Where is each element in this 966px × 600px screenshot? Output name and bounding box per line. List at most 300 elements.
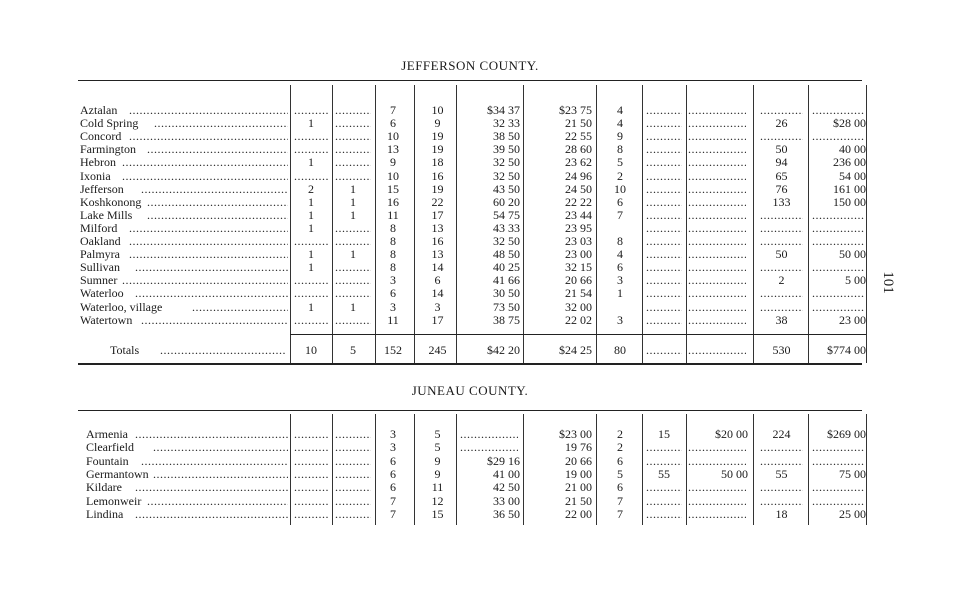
table-cell-c2: 1	[350, 208, 356, 222]
empty-cell-dots	[688, 130, 746, 143]
table-cell-c7: 1	[617, 286, 623, 300]
empty-cell-dots	[646, 274, 682, 287]
empty-cell-dots	[460, 441, 518, 454]
table-cell-c4: 11	[431, 480, 444, 494]
empty-cell-dots	[760, 222, 803, 235]
leader-dots	[160, 344, 286, 357]
column-rule	[686, 85, 687, 363]
empty-cell-dots	[688, 301, 746, 314]
empty-cell-dots	[335, 508, 371, 521]
empty-cell-dots	[812, 222, 864, 235]
table-cell-c7: 10	[614, 182, 626, 196]
town-name: Cold Spring	[80, 116, 139, 130]
table-cell-c10: 50	[775, 247, 788, 261]
table-cell-c6: $23 75	[559, 103, 592, 117]
empty-cell-dots	[294, 455, 328, 468]
table-cell-c4: 19	[431, 182, 444, 196]
empty-cell-dots	[760, 287, 803, 300]
table-cell-c3: 11	[387, 313, 399, 327]
town-name: Oakland	[80, 234, 121, 248]
table-cell-c3: 3	[390, 440, 396, 454]
empty-cell-dots	[335, 261, 371, 274]
leader-dots	[147, 209, 288, 222]
table-cell-c6: 22 55	[565, 129, 592, 143]
table-cell-c5: 36 50	[493, 507, 520, 521]
leader-dots	[147, 495, 288, 508]
leader-dots	[141, 314, 288, 327]
column-rule	[596, 414, 597, 525]
town-name: Armenia	[86, 427, 128, 441]
table-cell-c10: 76	[775, 182, 788, 196]
table-cell-c4: 22	[431, 195, 444, 209]
table-cell-c5: 54 75	[493, 208, 520, 222]
column-rule	[753, 414, 754, 525]
table-cell-c3: 15	[387, 182, 399, 196]
table-cell-c3: 3	[390, 273, 396, 287]
table-cell-c11: 5 00	[845, 273, 866, 287]
empty-cell-dots	[646, 209, 682, 222]
leader-dots	[129, 130, 288, 143]
leader-dots	[129, 104, 288, 117]
table-cell-c5: 39 50	[493, 142, 520, 156]
table-cell-c10: 224	[772, 427, 791, 441]
empty-cell-dots	[688, 209, 746, 222]
table-cell-c5: 48 50	[493, 247, 520, 261]
leader-dots	[147, 196, 288, 209]
table-cell-c3: 6	[390, 467, 396, 481]
empty-cell-dots	[760, 481, 803, 494]
table-cell-c7: 6	[617, 454, 623, 468]
table-cell-c2: 1	[350, 195, 356, 209]
empty-cell-dots	[646, 344, 682, 357]
table-cell-c11: 50 00	[839, 247, 866, 261]
leader-dots	[122, 170, 288, 183]
table-cell-c4: 5	[434, 440, 441, 454]
table-cell-c4: 18	[431, 155, 444, 169]
empty-cell-dots	[760, 441, 803, 454]
empty-cell-dots	[335, 117, 371, 130]
empty-cell-dots	[688, 261, 746, 274]
town-name: Sumner	[80, 273, 118, 287]
column-rule	[414, 85, 415, 363]
table-cell-c4: 16	[431, 169, 444, 183]
table-cell-c1: 1	[308, 155, 314, 169]
empty-cell-dots	[335, 495, 371, 508]
table-cell-c5: 38 75	[493, 313, 520, 327]
leader-dots	[129, 248, 288, 261]
table-cell-c6: 21 00	[565, 480, 592, 494]
table-cell-c10: 133	[772, 195, 791, 209]
table-cell-c6: 32 00	[565, 300, 592, 314]
town-name: Waterloo, village	[80, 300, 163, 314]
column-rule	[290, 85, 291, 363]
table-cell-c1: 2	[308, 182, 314, 196]
town-name: Watertown	[80, 313, 133, 327]
empty-cell-dots	[294, 468, 328, 481]
table-cell-c3: 8	[390, 247, 396, 261]
table-cell-c1: 1	[308, 247, 314, 261]
empty-cell-dots	[335, 455, 371, 468]
empty-cell-dots	[688, 481, 746, 494]
empty-cell-dots	[646, 481, 682, 494]
empty-cell-dots	[646, 508, 682, 521]
empty-cell-dots	[335, 156, 371, 169]
table-cell-c6: $23 00	[559, 427, 592, 441]
leader-dots	[153, 441, 288, 454]
table-cell-c5: 32 50	[493, 169, 520, 183]
column-rule	[866, 85, 867, 363]
column-rule	[753, 85, 754, 363]
column-rule	[808, 414, 809, 525]
empty-cell-dots	[688, 287, 746, 300]
leader-dots	[135, 261, 288, 274]
table-cell-c1: 1	[308, 116, 314, 130]
empty-cell-dots	[646, 104, 682, 117]
empty-cell-dots	[294, 508, 328, 521]
table-cell-c7: 4	[617, 247, 623, 261]
table-cell-c5: 33 00	[493, 494, 520, 508]
town-name: Ixonia	[80, 169, 111, 183]
leader-dots	[141, 455, 288, 468]
empty-cell-dots	[760, 209, 803, 222]
table-cell-c1: 1	[308, 208, 314, 222]
table-cell-c10: 2	[778, 273, 785, 287]
column-rule	[642, 85, 643, 363]
table-cell-c6: 23 62	[565, 155, 592, 169]
town-name: Hebron	[80, 155, 116, 169]
table-cell-c6: 22 22	[565, 195, 592, 209]
column-rule	[375, 414, 376, 525]
table-cell-c4: 13	[431, 247, 444, 261]
table-cell-c11: $28 00	[833, 116, 866, 130]
empty-cell-dots	[294, 428, 328, 441]
table-cell-c3: 10	[387, 129, 399, 143]
column-rule	[523, 85, 524, 363]
table-cell-c7: 5	[617, 467, 623, 481]
table-cell-c4: 17	[431, 208, 444, 222]
empty-cell-dots	[688, 156, 746, 169]
table-cell-c8: 55	[658, 467, 670, 481]
table-cell-c5: 41 00	[493, 467, 520, 481]
table-cell-c2: 1	[350, 182, 356, 196]
table-cell-c6: 24 50	[565, 182, 592, 196]
totals-label: Totals	[110, 343, 140, 357]
table-cell-c5: 60 20	[493, 195, 520, 209]
table-cell-c7: 3	[617, 273, 623, 287]
empty-cell-dots	[646, 117, 682, 130]
table-cell-c5: 32 33	[493, 116, 520, 130]
empty-cell-dots	[294, 441, 328, 454]
table-cell-c10: 26	[775, 116, 788, 130]
table-cell-c10: 65	[775, 169, 788, 183]
table-cell-c4: 16	[431, 234, 444, 248]
empty-cell-dots	[646, 248, 682, 261]
table-cell-c6: 24 96	[565, 169, 592, 183]
table-cell-c6: 19 00	[565, 467, 592, 481]
town-name: Kildare	[86, 480, 122, 494]
table-cell-c11: $269 00	[827, 427, 866, 441]
leader-dots	[141, 183, 288, 196]
totals-cell-c7: 80	[614, 343, 626, 357]
table-cell-c7: 6	[617, 195, 623, 209]
table-cell-c4: 9	[434, 116, 441, 130]
empty-cell-dots	[294, 495, 328, 508]
empty-cell-dots	[688, 235, 746, 248]
leader-dots	[129, 222, 288, 235]
table-cell-c6: 23 95	[565, 221, 592, 235]
table-cell-c5: 32 50	[493, 234, 520, 248]
table-cell-c11: 54 00	[839, 169, 866, 183]
table-cell-c3: 6	[390, 116, 396, 130]
empty-cell-dots	[646, 261, 682, 274]
table-cell-c6: 22 00	[565, 507, 592, 521]
table-cell-c6: 28 60	[565, 142, 592, 156]
empty-cell-dots	[688, 508, 746, 521]
column-rule	[642, 414, 643, 525]
town-name: Aztalan	[80, 103, 118, 117]
empty-cell-dots	[335, 481, 371, 494]
table-cell-c10: 94	[775, 155, 788, 169]
table-cell-c3: 16	[387, 195, 399, 209]
table-cell-c4: 14	[431, 260, 444, 274]
table-cell-c3: 7	[390, 507, 396, 521]
table-cell-c6: 23 44	[565, 208, 592, 222]
empty-cell-dots	[335, 274, 371, 287]
column-rule	[808, 85, 809, 363]
section-title: JEFFERSON COUNTY.	[401, 58, 539, 73]
empty-cell-dots	[688, 344, 746, 357]
table-bottom-rule	[78, 363, 862, 365]
table-cell-c10: 38	[775, 313, 788, 327]
empty-cell-dots	[335, 104, 371, 117]
table-cell-c7: 4	[617, 103, 623, 117]
table-cell-c4: 15	[431, 507, 444, 521]
table-cell-c7: 3	[617, 313, 623, 327]
empty-cell-dots	[812, 441, 864, 454]
table-cell-c6: 20 66	[565, 454, 592, 468]
column-rule	[866, 414, 867, 525]
empty-cell-dots	[688, 183, 746, 196]
empty-cell-dots	[335, 428, 371, 441]
empty-cell-dots	[688, 170, 746, 183]
empty-cell-dots	[646, 156, 682, 169]
table-cell-c4: 5	[434, 427, 441, 441]
table-cell-c4: 10	[431, 103, 444, 117]
town-name: Fountain	[86, 454, 129, 468]
table-cell-c4: 19	[431, 129, 444, 143]
column-rule	[456, 414, 457, 525]
table-cell-c5: 30 50	[493, 286, 520, 300]
table-cell-c11: 23 00	[839, 313, 866, 327]
table-cell-c7: 4	[617, 116, 623, 130]
table-cell-c7: 2	[617, 440, 623, 454]
table-cell-c3: 6	[390, 480, 396, 494]
town-name: Lake Mills	[80, 208, 133, 222]
empty-cell-dots	[335, 287, 371, 300]
empty-cell-dots	[294, 274, 328, 287]
totals-cell-c2: 5	[350, 343, 356, 357]
page-number: 101	[879, 271, 896, 294]
table-cell-c7: 7	[617, 507, 623, 521]
empty-cell-dots	[646, 301, 682, 314]
table-cell-c5: 73 50	[493, 300, 520, 314]
empty-cell-dots	[335, 314, 371, 327]
table-cell-c2: 1	[350, 247, 356, 261]
table-cell-c4: 3	[434, 300, 441, 314]
empty-cell-dots	[646, 441, 682, 454]
empty-cell-dots	[812, 209, 864, 222]
table-cell-c1: 1	[308, 300, 314, 314]
empty-cell-dots	[646, 130, 682, 143]
table-cell-c3: 9	[390, 155, 396, 169]
totals-cell-c5: $42 20	[487, 343, 520, 357]
table-cell-c9: 50 00	[721, 467, 748, 481]
table-cell-c6: 23 00	[565, 247, 592, 261]
table-cell-c11: 40 00	[839, 142, 866, 156]
table-cell-c5: 43 50	[493, 182, 520, 196]
table-cell-c7: 8	[617, 142, 623, 156]
town-name: Lindina	[86, 507, 124, 521]
table-cell-c4: 9	[434, 454, 441, 468]
column-rule	[456, 85, 457, 363]
table-cell-c7: 7	[617, 494, 623, 508]
town-name: Milford	[80, 221, 118, 235]
leader-dots	[153, 468, 288, 481]
table-cell-c3: 6	[390, 454, 396, 468]
table-cell-c5: 43 33	[493, 221, 520, 235]
table-cell-c10: 55	[775, 467, 788, 481]
column-rule	[375, 85, 376, 363]
totals-cell-c3: 152	[384, 343, 402, 357]
table-cell-c6: 21 50	[565, 494, 592, 508]
table-cell-c4: 14	[431, 286, 444, 300]
leader-dots	[129, 235, 288, 248]
table-cell-c5: 41 66	[493, 273, 520, 287]
column-rule	[332, 414, 333, 525]
table-cell-c9: $20 00	[715, 427, 748, 441]
town-name: Waterloo	[80, 286, 124, 300]
leader-dots	[135, 508, 288, 521]
empty-cell-dots	[335, 468, 371, 481]
leader-dots	[192, 301, 288, 314]
table-cell-c4: 17	[431, 313, 444, 327]
town-name: Koshkonong	[80, 195, 142, 209]
table-cell-c1: 1	[308, 195, 314, 209]
table-cell-c1: 1	[308, 221, 314, 235]
leader-dots	[122, 274, 288, 287]
town-name: Jefferson	[80, 182, 124, 196]
town-name: Germantown	[86, 467, 149, 481]
table-cell-c4: 9	[434, 467, 441, 481]
totals-cell-c1: 10	[305, 343, 317, 357]
empty-cell-dots	[646, 183, 682, 196]
table-cell-c3: 3	[390, 300, 396, 314]
empty-cell-dots	[294, 481, 328, 494]
table-cell-c11: 161 00	[833, 182, 866, 196]
town-name: Concord	[80, 129, 122, 143]
table-cell-c7: 2	[617, 427, 623, 441]
empty-cell-dots	[688, 117, 746, 130]
town-name: Lemonweir	[86, 494, 142, 508]
table-cell-c5: 38 50	[493, 129, 520, 143]
table-cell-c6: 32 15	[565, 260, 592, 274]
leader-dots	[154, 117, 288, 130]
empty-cell-dots	[646, 222, 682, 235]
table-cell-c3: 6	[390, 286, 396, 300]
table-cell-c4: 13	[431, 221, 444, 235]
table-cell-c7: 6	[617, 480, 623, 494]
table-cell-c4: 12	[431, 494, 444, 508]
section-title: JUNEAU COUNTY.	[411, 383, 529, 398]
empty-cell-dots	[646, 495, 682, 508]
leader-dots	[147, 143, 288, 156]
empty-cell-dots	[688, 196, 746, 209]
empty-cell-dots	[646, 235, 682, 248]
table-cell-c5: 42 50	[493, 480, 520, 494]
leader-dots	[135, 428, 288, 441]
table-cell-c8: 15	[658, 427, 670, 441]
column-rule	[414, 414, 415, 525]
empty-cell-dots	[688, 104, 746, 117]
empty-cell-dots	[294, 287, 328, 300]
table-cell-c5: $29 16	[487, 454, 520, 468]
table-cell-c3: 3	[390, 427, 396, 441]
table-cell-c11: 75 00	[839, 467, 866, 481]
empty-cell-dots	[646, 314, 682, 327]
table-cell-c7: 7	[617, 208, 623, 222]
empty-cell-dots	[335, 441, 371, 454]
table-top-rule	[78, 80, 862, 81]
leader-dots	[135, 481, 288, 494]
column-rule	[290, 414, 291, 525]
table-cell-c4: 6	[434, 273, 441, 287]
empty-cell-dots	[460, 428, 518, 441]
table-top-rule	[78, 410, 862, 411]
table-cell-c5: 40 25	[493, 260, 520, 274]
empty-cell-dots	[294, 130, 328, 143]
empty-cell-dots	[335, 222, 371, 235]
empty-cell-dots	[294, 314, 328, 327]
table-cell-c6: 19 76	[565, 440, 592, 454]
table-cell-c1: 1	[308, 260, 314, 274]
table-cell-c11: 236 00	[833, 155, 866, 169]
table-cell-c3: 8	[390, 221, 396, 235]
table-cell-c6: 22 02	[565, 313, 592, 327]
column-rule	[596, 85, 597, 363]
empty-cell-dots	[646, 143, 682, 156]
table-cell-c7: 2	[617, 169, 623, 183]
table-cell-c3: 13	[387, 142, 399, 156]
town-name: Sullivan	[80, 260, 121, 274]
empty-cell-dots	[646, 170, 682, 183]
totals-cell-c10: 530	[772, 343, 791, 357]
table-cell-c4: 19	[431, 142, 444, 156]
town-name: Clearfield	[86, 440, 134, 454]
table-cell-c6: 21 50	[565, 116, 592, 130]
town-name: Palmyra	[80, 247, 120, 261]
table-cell-c7: 6	[617, 260, 623, 274]
table-cell-c6: 20 66	[565, 273, 592, 287]
table-cell-c10: 18	[775, 507, 788, 521]
empty-cell-dots	[688, 314, 746, 327]
table-cell-c3: 7	[390, 103, 396, 117]
empty-cell-dots	[688, 222, 746, 235]
empty-cell-dots	[688, 495, 746, 508]
table-cell-c6: 23 03	[565, 234, 592, 248]
table-cell-c3: 10	[387, 169, 399, 183]
empty-cell-dots	[688, 274, 746, 287]
table-cell-c3: 11	[387, 208, 399, 222]
